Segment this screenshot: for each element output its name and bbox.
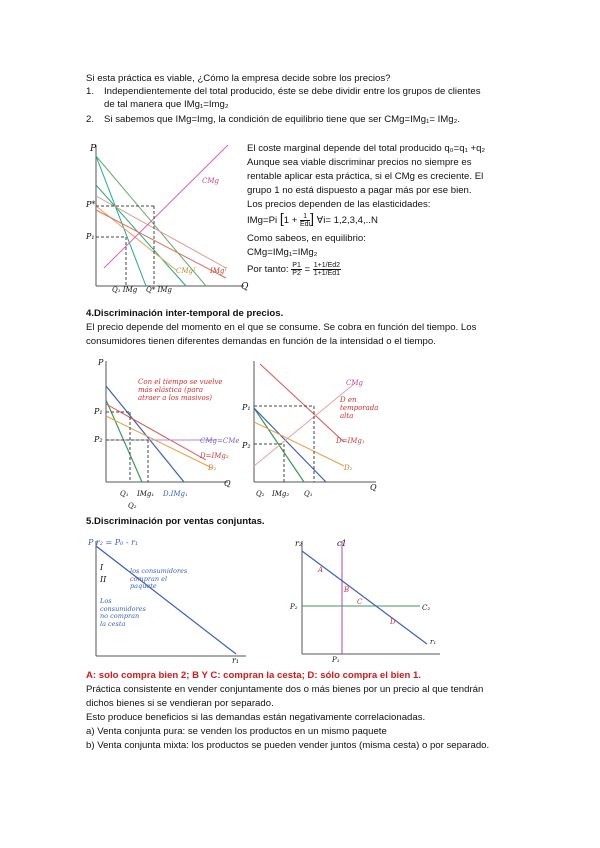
graph5-c1: c1: [337, 539, 347, 548]
graph4-note1: los consumidores compran el paquete: [130, 567, 188, 590]
graph2-q1: Q₁: [120, 490, 129, 498]
intro-item2-text: Si sabemos que IMg=Img, la condición de equilibrio tiene que ser CMg=IMg₁= IMg₂.: [104, 114, 460, 125]
section5-heading: 5.Discriminación por ventas conjuntas.: [86, 516, 265, 527]
graph2-x-axis-label: Q: [224, 479, 231, 488]
graph2-p1: P₁: [94, 407, 103, 416]
elasticity-formula: IMg=Pi [1 + $\frac{1}{\text{Edi}}$ ] ∀i= 1,2,3,4,..N: [247, 210, 378, 228]
graph3-img2: IMg₂: [272, 490, 290, 498]
ratio-denominator: P2: [292, 270, 301, 277]
right-text-line7: Como sabeos, en equilibrio:: [247, 233, 366, 244]
right-text-line8: CMg=IMg₁=IMg₂: [247, 247, 318, 258]
graph2-intertemporal-low: [96, 356, 236, 496]
formula-suffix: ∀i= 1,2,3,4,..N: [316, 215, 378, 226]
ratio-numerator: P1: [292, 262, 301, 269]
graph5-p2: P₂: [290, 603, 298, 611]
right-text-line3: rentable aplicar esta práctica, si el CMg es creciente. El: [247, 171, 484, 182]
right-text-line2: Aunque sea viable discriminar precios no siempre es: [247, 157, 472, 168]
graph1-q-star-label: Q* IMg: [146, 286, 172, 294]
ratio-formula: Por tanto: $\frac{P1}{P2}$ = $\frac{1+1/Ed2}{1+1/Ed1}$: [247, 262, 341, 277]
graph1-cmg-label: CMg: [202, 177, 220, 185]
right-text-line4: grupo 1 no está dispuesto a pagar más por ese bien.: [247, 185, 472, 196]
graph5-region-b: B: [344, 586, 350, 594]
graph3-d2: D₂: [344, 464, 353, 472]
formula-numerator: 1: [300, 213, 310, 221]
bottom-line1: Práctica consistente en vender conjuntamente dos o más bienes por un precio al que tendrán: [86, 684, 484, 695]
graph5-y-axis: r₂: [295, 539, 303, 548]
graph5-x-axis: r₁: [430, 638, 437, 646]
graph5-bundling-mixed: [292, 536, 442, 666]
graph4-roman1: I: [100, 563, 104, 572]
bottom-line2: dichos bienes si se vendieran por separado.: [86, 698, 274, 709]
bottom-line4: a) Venta conjunta pura: se venden los productos en un mismo paquete: [86, 726, 387, 737]
ratio-rhs-numerator: 1+1/Ed2: [313, 262, 341, 269]
intro-item1-line1: Independientemente del total producido, éste se debe dividir entre los grupos de clientes: [104, 86, 481, 97]
graph2-cmg-label: CMg=CMe: [200, 437, 240, 445]
formula-prefix: IMg=Pi: [247, 215, 278, 226]
ratio-rhs-denominator: 1+1/Ed1: [313, 270, 341, 277]
graph3-p2: P₂: [242, 441, 251, 450]
graph3-q2: Q₂: [256, 490, 265, 498]
graph5-region-c: C: [357, 598, 363, 606]
graph5-region-d: D: [390, 618, 396, 626]
graph3-p1: P₁: [242, 403, 251, 412]
intro-question: Si esta práctica es viable, ¿Cómo la empresa decide sobre los precios?: [86, 73, 391, 84]
graph2-img1: IMg₁: [137, 490, 155, 498]
graph2-d-img2: D=IMg₂: [200, 452, 229, 460]
right-text-line5: Los precios dependen de las elasticidades:: [247, 199, 431, 210]
graph2-p2: P₂: [94, 435, 103, 444]
graph3-cmg: CMg: [346, 379, 364, 387]
section4-para-line1: El precio depende del momento en el que se consume. Se cobra en función del tiempo. Los: [86, 322, 477, 333]
portanto-label: Por tanto:: [247, 264, 289, 276]
graph1-q1-label: Q₁ IMg: [112, 286, 138, 294]
graph5-region-a: A: [318, 566, 324, 574]
bottom-red-legend: A: solo compra bien 2; B Y C: compran la cesta; D: sólo compra el bien 1.: [86, 670, 421, 681]
graph3-x-axis-label: Q: [370, 483, 377, 492]
graph2-y-axis-label: P: [98, 358, 104, 367]
graph3-q1: Q₁: [304, 490, 313, 498]
graph1-y-axis-label: P: [90, 144, 97, 154]
intro-item2-number: 2.: [86, 114, 95, 125]
graph4-x-axis: r₁: [232, 656, 240, 665]
intro-item1-number: 1.: [86, 86, 95, 97]
formula-denominator: Edi: [299, 220, 311, 228]
section4-heading: 4.Discriminación inter-temporal de precios.: [86, 308, 284, 319]
graph4-roman2: II: [100, 575, 107, 584]
graph5-c2: C₂: [422, 604, 431, 612]
graph2-dimg1: D.IMg₁: [163, 490, 188, 498]
section4-para-line2: consumidores tienen diferentes demandas en función de la intensidad o el tiempo.: [86, 336, 436, 347]
graph2-note: Con el tiempo se vuelve más elástica (para atraer a los masivos): [138, 378, 223, 402]
graph3-note: D en temporada alta: [340, 396, 379, 420]
graph1-cmg-t-label: CMgᵀ: [176, 267, 196, 275]
formula-fraction: [300, 213, 310, 228]
graph1-p-star: P*: [86, 200, 96, 209]
graph4-note2: Los consumidores no compran la cesta: [100, 597, 146, 628]
graph2-d2: D₂: [208, 464, 217, 472]
graph5-p1: P₁: [332, 656, 340, 664]
graph2-q2: Q₂: [128, 502, 137, 510]
right-text-line1: El coste marginal depende del total producido q₀=q₁ +q₂: [247, 143, 486, 154]
bottom-line5: b) Venta conjunta mixta: los productos se pueden vender juntos (misma cesta) o por separado.: [86, 740, 490, 751]
bottom-line3: Esto produce beneficios si las demandas están negativamente correlacionadas.: [86, 712, 426, 723]
intro-item1-line2: de tal manera que IMg₁=Img₂: [104, 99, 229, 110]
graph1-p1: P₁: [86, 232, 95, 241]
graph1-x-axis-label: Q: [241, 282, 249, 292]
graph1-img-t-label: IMgᵀ: [210, 267, 228, 275]
graph3-d-img1: D=IMg₁: [336, 437, 365, 445]
graph4-title: P r₂ = P₀ - r₁: [88, 538, 139, 547]
